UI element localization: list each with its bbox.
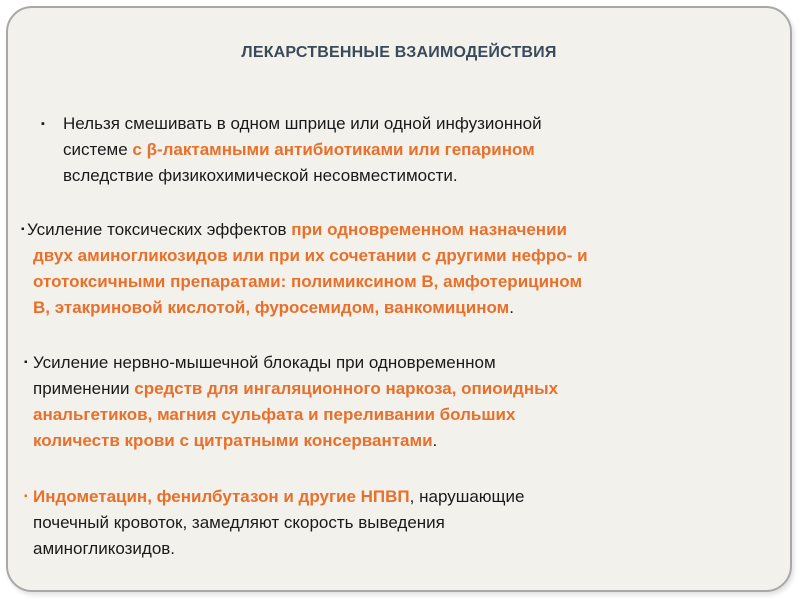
item2-highlight-1: при одновременном назначении xyxy=(291,220,567,239)
square-bullet-icon: ▪ xyxy=(24,491,28,502)
item2-line4 xyxy=(33,295,773,321)
item2-period: . xyxy=(509,298,514,317)
item2-line1-text: Усиление токсических эффектов xyxy=(27,220,292,239)
bullet-item-3 xyxy=(24,350,773,454)
item3-line2-text: применении xyxy=(33,379,135,398)
item3-line3: анальгетиков, магния сульфата и переливании больших xyxy=(33,405,516,424)
bullet-item-4 xyxy=(24,484,773,562)
square-bullet-icon: ▪ xyxy=(21,224,25,235)
bullet-item-1 xyxy=(41,111,763,189)
item1-highlight: с β-лактамными антибиотиками или гепарином xyxy=(132,140,535,159)
item4-highlight: Индометацин, фенилбутазон и другие НПВП xyxy=(33,487,410,506)
bullet-item-2 xyxy=(21,217,773,321)
item3-period: . xyxy=(432,431,438,450)
square-bullet-icon: ▪ xyxy=(41,118,45,130)
item3-line1-text: Усиление нервно-мышечной блокады при одновременном xyxy=(33,353,496,372)
item3-line1 xyxy=(24,350,773,376)
item4-line3: аминогликозидов. xyxy=(33,539,176,558)
item2-line3: ототоксичными препаратами: полимиксином В, амфотерицином xyxy=(33,272,583,291)
item3-line4 xyxy=(33,428,773,454)
item3-highlight-4: количеств крови с цитратными консервантами xyxy=(33,431,433,450)
item1-line2-text: системе xyxy=(63,140,133,159)
item4-line1 xyxy=(24,484,773,510)
square-bullet-icon: ▪ xyxy=(24,357,28,368)
item2-line2: двух аминогликозидов или при их сочетании с другими нефро- и xyxy=(33,246,588,265)
item1-line1: Нельзя смешивать в одном шприце или одной инфузионной xyxy=(63,114,542,133)
item1-line2 xyxy=(63,137,763,163)
item2-highlight-4: В, этакриновой кислотой, фуросемидом, ванкомицином xyxy=(33,298,510,317)
item1-line3: вследствие физикохимической несовместимости. xyxy=(63,166,458,185)
slide-title: ЛЕКАРСТВЕННЫЕ ВЗАИМОДЕЙСТВИЯ xyxy=(241,44,557,61)
item3-highlight-1: средств для ингаляционного наркоза, опиоидных xyxy=(134,379,559,398)
item4-line2: почечный кровоток, замедляют скорость выведения xyxy=(33,513,445,532)
item2-line1 xyxy=(21,217,767,243)
item3-line2 xyxy=(33,376,773,402)
slide-frame xyxy=(6,6,792,592)
item4-line1-text: , нарушающие xyxy=(409,487,525,506)
